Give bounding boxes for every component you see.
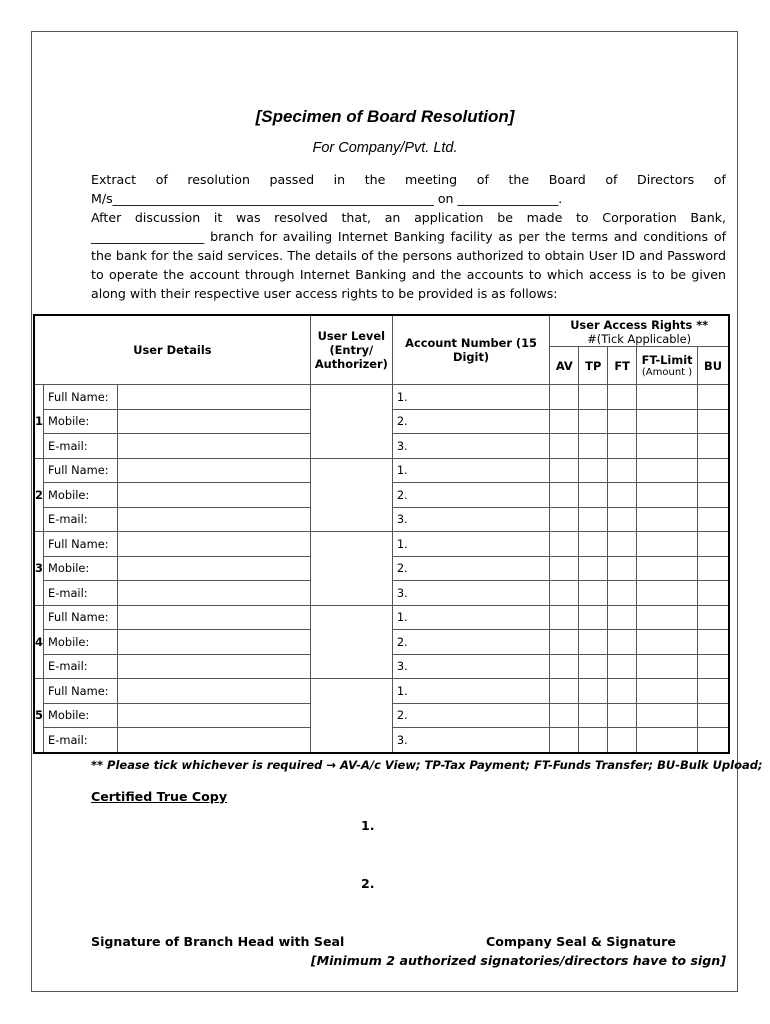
header-access-rights (550, 315, 729, 347)
bu-checkbox-cell[interactable] (697, 385, 729, 410)
user-number: 1 (34, 385, 44, 459)
account-number-cell[interactable]: 2. (392, 630, 550, 655)
header-access-rights-title: User Access Rights ** (570, 318, 709, 332)
resolution-body: After discussion it was resolved that, an application be made to Corporation Bank, __________________ branch for availing Internet Banking facility as per the terms and conditions of the bank for the said services. The details of the persons authorized to obtain User ID and Password to operate the account through Internet Banking and the accounts to which access is to be given along with their respective user access rights to be provided is as follows: (91, 210, 726, 301)
av-checkbox-cell[interactable] (550, 483, 579, 508)
header-ft: FT (608, 347, 637, 385)
user-level-cell[interactable] (310, 458, 392, 532)
table-row (34, 458, 729, 483)
field-input-email[interactable] (118, 581, 311, 606)
ft-limit-checkbox-cell[interactable] (637, 409, 698, 434)
signatory-2: 2. (361, 876, 375, 891)
field-label-email: E-mail: (44, 507, 118, 532)
company-name-line: M/s___________________________________________________ on ________________. (91, 191, 563, 206)
extract-word: the (364, 172, 386, 187)
ft-checkbox-cell[interactable] (608, 458, 637, 483)
field-label-full-name: Full Name: (44, 385, 118, 410)
ft-checkbox-cell[interactable] (608, 630, 637, 655)
bu-checkbox-cell[interactable] (697, 679, 729, 704)
account-number-cell[interactable]: 1. (392, 385, 550, 410)
bu-checkbox-cell[interactable] (697, 532, 729, 557)
bu-checkbox-cell[interactable] (697, 483, 729, 508)
extract-word: of (476, 172, 489, 187)
account-number-cell[interactable]: 3. (392, 654, 550, 679)
ft-limit-checkbox-cell[interactable] (637, 679, 698, 704)
av-checkbox-cell[interactable] (550, 409, 579, 434)
extract-word: Extract (91, 172, 137, 187)
extract-word: of (713, 172, 726, 187)
ft-checkbox-cell[interactable] (608, 556, 637, 581)
tp-checkbox-cell[interactable] (579, 409, 608, 434)
document-subtitle: For Company/Pvt. Ltd. (312, 140, 458, 156)
header-account-number: Account Number (15 Digit) (392, 315, 550, 385)
ft-checkbox-cell[interactable] (608, 703, 637, 728)
tp-checkbox-cell[interactable] (579, 532, 608, 557)
av-checkbox-cell[interactable] (550, 679, 579, 704)
tp-checkbox-cell[interactable] (579, 458, 608, 483)
tp-checkbox-cell[interactable] (579, 556, 608, 581)
field-label-email: E-mail: (44, 654, 118, 679)
account-number-cell[interactable]: 2. (392, 409, 550, 434)
av-checkbox-cell[interactable] (550, 703, 579, 728)
extract-word: Board (548, 172, 586, 187)
ft-checkbox-cell[interactable] (608, 581, 637, 606)
extract-word: meeting (404, 172, 458, 187)
field-input-email[interactable] (118, 654, 311, 679)
extract-word: Directors (637, 172, 695, 187)
tick-note: ** Please tick whichever is required → AV-A/c View; TP-Tax Payment; FT-Funds Transfer; BU-Bulk Upload; (91, 758, 763, 772)
account-number-cell[interactable]: 1. (392, 679, 550, 704)
field-input-full-name[interactable] (118, 458, 311, 483)
ft-checkbox-cell[interactable] (608, 409, 637, 434)
bu-checkbox-cell[interactable] (697, 458, 729, 483)
av-checkbox-cell[interactable] (550, 532, 579, 557)
ft-limit-checkbox-cell[interactable] (637, 654, 698, 679)
account-number-cell[interactable]: 3. (392, 434, 550, 459)
header-ft-limit (637, 347, 698, 385)
ft-checkbox-cell[interactable] (608, 385, 637, 410)
header-user-level: User Level (Entry/ Authorizer) (310, 315, 392, 385)
user-level-cell[interactable] (310, 532, 392, 606)
user-number: 3 (34, 532, 44, 606)
ft-checkbox-cell[interactable] (608, 728, 637, 753)
table-row (34, 385, 729, 410)
bu-checkbox-cell[interactable] (697, 409, 729, 434)
field-input-email[interactable] (118, 728, 311, 753)
field-input-mobile[interactable] (118, 409, 311, 434)
field-input-mobile[interactable] (118, 483, 311, 508)
av-checkbox-cell[interactable] (550, 654, 579, 679)
av-checkbox-cell[interactable] (550, 385, 579, 410)
company-seal-signature: Company Seal & Signature (486, 934, 676, 949)
tp-checkbox-cell[interactable] (579, 507, 608, 532)
ft-limit-checkbox-cell[interactable] (637, 458, 698, 483)
tp-checkbox-cell[interactable] (579, 654, 608, 679)
account-number-cell[interactable]: 2. (392, 556, 550, 581)
tp-checkbox-cell[interactable] (579, 483, 608, 508)
extract-word: of (155, 172, 168, 187)
field-label-mobile: Mobile: (44, 409, 118, 434)
field-input-mobile[interactable] (118, 703, 311, 728)
field-label-mobile: Mobile: (44, 556, 118, 581)
field-input-email[interactable] (118, 507, 311, 532)
tp-checkbox-cell[interactable] (579, 581, 608, 606)
certified-true-copy: Certified True Copy (91, 789, 228, 804)
tp-checkbox-cell[interactable] (579, 630, 608, 655)
user-number: 2 (34, 458, 44, 532)
av-checkbox-cell[interactable] (550, 630, 579, 655)
av-checkbox-cell[interactable] (550, 507, 579, 532)
extract-word: of (605, 172, 618, 187)
account-number-cell[interactable]: 3. (392, 507, 550, 532)
ft-limit-checkbox-cell[interactable] (637, 728, 698, 753)
ft-limit-checkbox-cell[interactable] (637, 385, 698, 410)
account-number-cell[interactable]: 3. (392, 581, 550, 606)
ft-limit-checkbox-cell[interactable] (637, 532, 698, 557)
field-input-email[interactable] (118, 434, 311, 459)
field-label-mobile: Mobile: (44, 483, 118, 508)
account-number-cell[interactable]: 2. (392, 483, 550, 508)
extract-word: passed (269, 172, 315, 187)
av-checkbox-cell[interactable] (550, 458, 579, 483)
bu-checkbox-cell[interactable] (697, 703, 729, 728)
header-ft-limit-title: FT-Limit (641, 353, 693, 367)
av-checkbox-cell[interactable] (550, 605, 579, 630)
bu-checkbox-cell[interactable] (697, 630, 729, 655)
field-label-full-name: Full Name: (44, 679, 118, 704)
av-checkbox-cell[interactable] (550, 728, 579, 753)
field-label-mobile: Mobile: (44, 630, 118, 655)
field-input-mobile[interactable] (118, 630, 311, 655)
branch-head-signature: Signature of Branch Head with Seal (91, 934, 345, 949)
extract-word: in (333, 172, 346, 187)
field-label-email: E-mail: (44, 728, 118, 753)
ft-checkbox-cell[interactable] (608, 483, 637, 508)
account-number-cell[interactable]: 1. (392, 605, 550, 630)
ft-checkbox-cell[interactable] (608, 654, 637, 679)
header-bu: BU (697, 347, 729, 385)
tp-checkbox-cell[interactable] (579, 679, 608, 704)
document-title: [Specimen of Board Resolution] (255, 107, 515, 126)
ft-limit-checkbox-cell[interactable] (637, 605, 698, 630)
account-number-cell[interactable]: 2. (392, 703, 550, 728)
table-row (34, 605, 729, 630)
tp-checkbox-cell[interactable] (579, 385, 608, 410)
field-label-mobile: Mobile: (44, 703, 118, 728)
header-tick-applicable: #(Tick Applicable) (587, 332, 692, 346)
ft-limit-checkbox-cell[interactable] (637, 703, 698, 728)
field-label-full-name: Full Name: (44, 532, 118, 557)
header-amount: (Amount ) (641, 367, 693, 378)
tp-checkbox-cell[interactable] (579, 605, 608, 630)
ft-limit-checkbox-cell[interactable] (637, 556, 698, 581)
bu-checkbox-cell[interactable] (697, 556, 729, 581)
bu-checkbox-cell[interactable] (697, 581, 729, 606)
extract-line (91, 170, 726, 189)
tp-checkbox-cell[interactable] (579, 728, 608, 753)
av-checkbox-cell[interactable] (550, 581, 579, 606)
ft-checkbox-cell[interactable] (608, 434, 637, 459)
field-input-full-name[interactable] (118, 679, 311, 704)
ft-limit-checkbox-cell[interactable] (637, 507, 698, 532)
header-av: AV (550, 347, 579, 385)
bu-checkbox-cell[interactable] (697, 728, 729, 753)
field-input-full-name[interactable] (118, 605, 311, 630)
min-signatories-note: [Minimum 2 authorized signatories/directors have to sign] (310, 953, 726, 968)
user-level-cell[interactable] (310, 605, 392, 679)
ft-limit-checkbox-cell[interactable] (637, 630, 698, 655)
field-label-email: E-mail: (44, 434, 118, 459)
ft-limit-checkbox-cell[interactable] (637, 581, 698, 606)
ft-limit-checkbox-cell[interactable] (637, 483, 698, 508)
extract-word: the (508, 172, 530, 187)
bu-checkbox-cell[interactable] (697, 654, 729, 679)
resolution-paragraph (91, 170, 726, 303)
table-row (34, 679, 729, 704)
user-level-cell[interactable] (310, 385, 392, 459)
field-label-full-name: Full Name: (44, 458, 118, 483)
av-checkbox-cell[interactable] (550, 434, 579, 459)
bu-checkbox-cell[interactable] (697, 434, 729, 459)
tp-checkbox-cell[interactable] (579, 434, 608, 459)
user-access-table (33, 314, 730, 754)
field-input-full-name[interactable] (118, 385, 311, 410)
account-number-cell[interactable]: 1. (392, 532, 550, 557)
account-number-cell[interactable]: 3. (392, 728, 550, 753)
field-label-email: E-mail: (44, 581, 118, 606)
av-checkbox-cell[interactable] (550, 556, 579, 581)
field-label-full-name: Full Name: (44, 605, 118, 630)
bu-checkbox-cell[interactable] (697, 605, 729, 630)
bu-checkbox-cell[interactable] (697, 507, 729, 532)
field-input-mobile[interactable] (118, 556, 311, 581)
field-input-full-name[interactable] (118, 532, 311, 557)
ft-checkbox-cell[interactable] (608, 507, 637, 532)
ft-limit-checkbox-cell[interactable] (637, 434, 698, 459)
user-number: 5 (34, 679, 44, 753)
user-number: 4 (34, 605, 44, 679)
header-user-details: User Details (34, 315, 310, 385)
header-tp: TP (579, 347, 608, 385)
ft-checkbox-cell[interactable] (608, 532, 637, 557)
user-level-cell[interactable] (310, 679, 392, 753)
signatory-1: 1. (361, 818, 375, 833)
ft-checkbox-cell[interactable] (608, 605, 637, 630)
table-row (34, 532, 729, 557)
extract-word: resolution (187, 172, 250, 187)
tp-checkbox-cell[interactable] (579, 703, 608, 728)
ft-checkbox-cell[interactable] (608, 679, 637, 704)
account-number-cell[interactable]: 1. (392, 458, 550, 483)
